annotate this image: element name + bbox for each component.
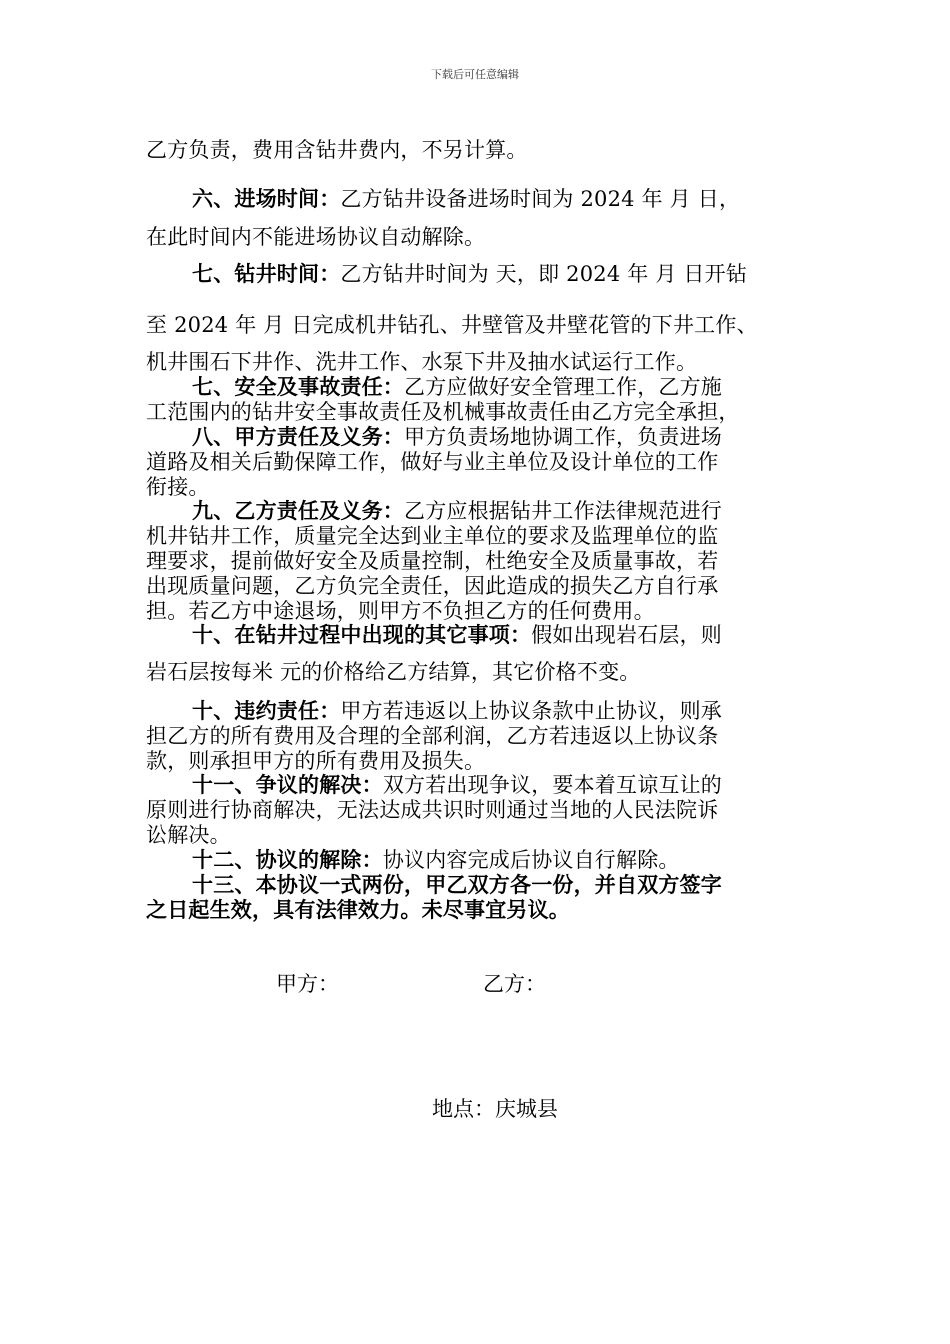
paragraph-line: 岩石层按每米 元的价格给乙方结算，其它价格不变。 [146, 660, 641, 684]
party-b-signature-label: 乙方： [483, 972, 546, 996]
paragraph-line: 至 2024 年 月 日完成机井钻孔、井壁管及井壁花管的下井工作、 [146, 313, 758, 337]
clause-six-heading-line: 六、进场时间：乙方钻井设备进场时间为 2024 年 月 日， [192, 186, 741, 211]
clause-twelve-heading-line: 十二、协议的解除：协议内容完成后协议自行解除。 [192, 847, 680, 872]
clause-thirteen-line: 之日起生效，具有法律效力。未尽事宜另议。 [146, 897, 570, 922]
clause-seven-heading-line: 七、钻井时间：乙方钻井时间为 天，即 2024 年 月 日开钻 [192, 261, 748, 286]
paragraph-line: 机井钻井工作，质量完全达到业主单位的要求及监理单位的监 [146, 524, 719, 548]
paragraph-line: 款，则承担甲方的所有费用及损失。 [146, 749, 486, 773]
paragraph-line: 出现质量问题，乙方负完全责任，因此造成的损失乙方自行承 [146, 574, 719, 598]
paragraph-line: 机井围石下井作、洗井工作、水泵下井及抽水试运行工作。 [146, 350, 698, 374]
paragraph-line: 道路及相关后勤保障工作，做好与业主单位及设计单位的工作 [146, 450, 719, 474]
paragraph-line: 担乙方的所有费用及合理的全部利润，乙方若违返以上协议条 [146, 724, 719, 748]
paragraph-line: 理要求，提前做好安全及质量控制，杜绝安全及质量事故，若 [146, 549, 719, 573]
party-a-signature-label: 甲方： [276, 972, 339, 996]
paragraph-line: 衔接。 [146, 475, 210, 499]
clause-safety-heading-line: 七、安全及事故责任：乙方应做好安全管理工作，乙方施 [192, 374, 722, 399]
clause-thirteen-line: 十三、本协议一式两份，甲乙双方各一份，并自双方签字 [192, 872, 722, 897]
header-note: 下载后可任意编辑 [431, 68, 519, 81]
clause-eleven-heading-line: 十一、争议的解决：双方若出现争议，要本着互谅互让的 [192, 772, 723, 797]
paragraph-line: 乙方负责，费用含钻井费内，不另计算。 [146, 138, 528, 162]
clause-eight-heading-line: 八、甲方责任及义务：甲方负责场地协调工作，负责进场 [192, 424, 722, 449]
paragraph-line: 在此时间内不能进场协议自动解除。 [146, 225, 486, 249]
paragraph-line: 原则进行协商解决，无法达成共识时则通过当地的人民法院诉 [146, 798, 719, 822]
paragraph-line: 讼解决。 [146, 823, 231, 847]
clause-breach-heading-line: 十、违约责任：甲方若违返以上协议条款中止协议，则承 [192, 698, 723, 723]
clause-ten-heading-line: 十、在钻井过程中出现的其它事项：假如出现岩石层，则 [192, 622, 723, 647]
clause-nine-heading-line: 九、乙方责任及义务：乙方应根据钻井工作法律规范进行 [192, 498, 722, 523]
paragraph-line: 工范围内的钻井安全事故责任及机械事故责任由乙方完全承担， [146, 400, 740, 424]
location-label: 地点：庆城县 [432, 1097, 558, 1121]
paragraph-line: 担。若乙方中途退场，则甲方不负担乙方的任何费用。 [146, 599, 655, 623]
